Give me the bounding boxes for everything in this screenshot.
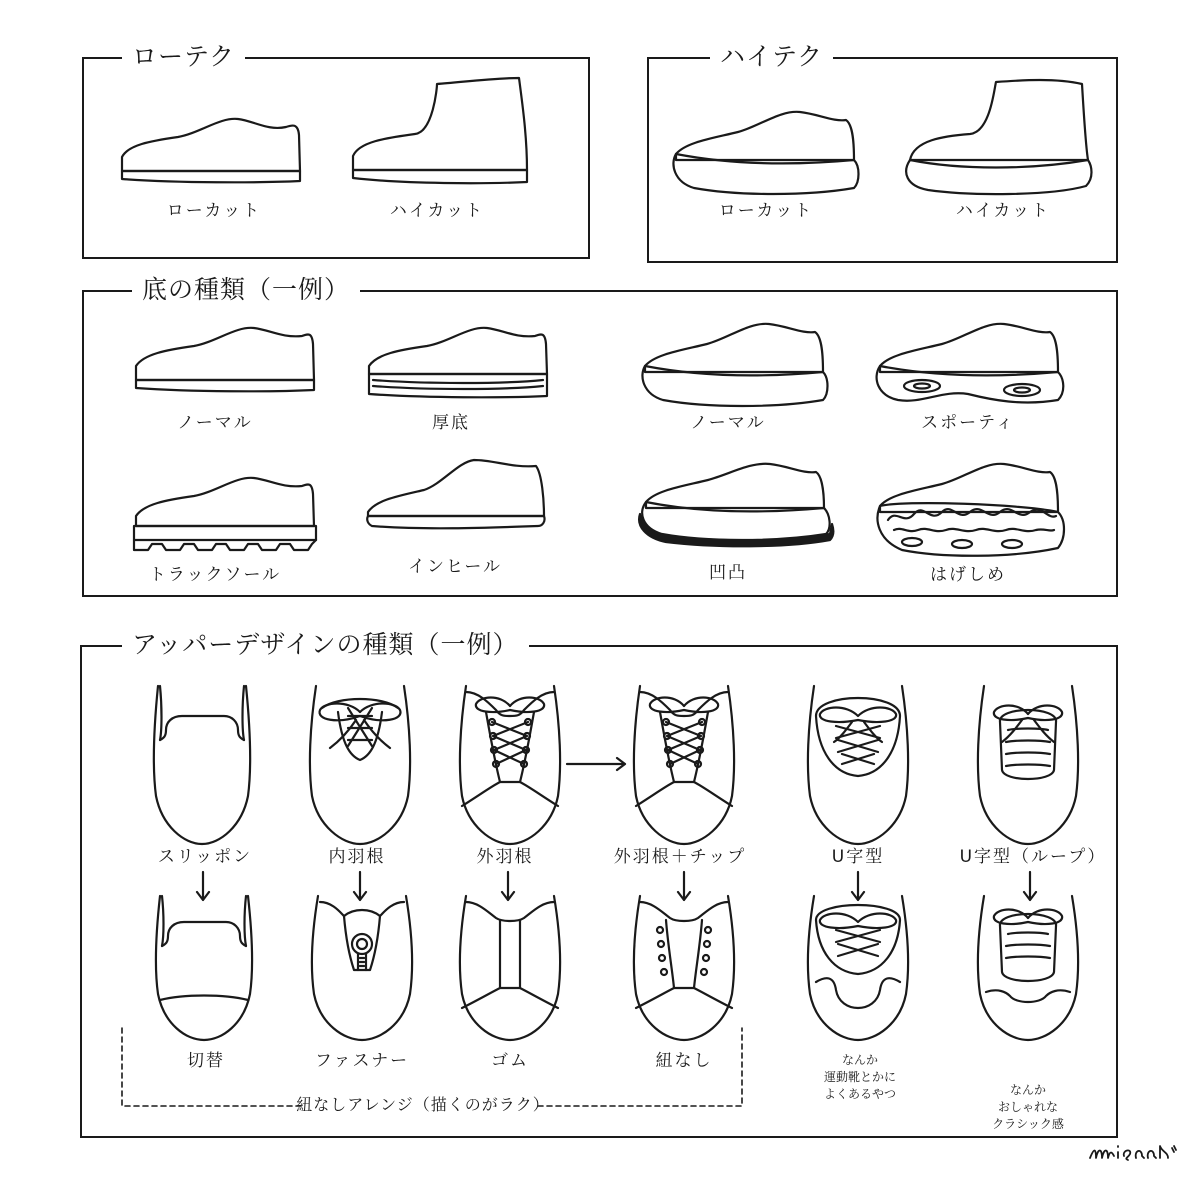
sole-intense-label: はげしめ bbox=[930, 565, 1006, 585]
u-type-loop-note: なんか おしゃれな クラシック感 bbox=[992, 1083, 1064, 1131]
upper-laceless-label: 紐なし bbox=[655, 1051, 713, 1071]
upper-slipon-label: スリッポン bbox=[157, 847, 253, 867]
upper-sotobane-label: 外羽根 bbox=[476, 847, 534, 867]
lowtech-lowcut-shoe bbox=[118, 115, 308, 190]
sole-normal-high-label: ノーマル bbox=[690, 413, 766, 433]
hightech-highcut-label: ハイカット bbox=[955, 201, 1051, 221]
laceless-arrange-label: 紐なしアレンジ（描くのがラク） bbox=[296, 1095, 550, 1114]
upper-sotobane-drawing bbox=[458, 686, 562, 846]
upper-sotobane-tip-label: 外羽根＋チップ bbox=[613, 847, 747, 867]
hightech-title: ハイテク bbox=[710, 42, 833, 72]
sole-sporty-shoe bbox=[872, 320, 1067, 410]
sole-track-shoe bbox=[128, 464, 323, 559]
sole-inheel-shoe bbox=[362, 460, 552, 540]
upper-switch-drawing bbox=[154, 896, 254, 1042]
arrow-sotobane-to-tip bbox=[565, 756, 629, 772]
lowtech-title: ローテク bbox=[122, 42, 245, 72]
hightech-lowcut-shoe bbox=[668, 108, 863, 200]
upper-rubber-drawing bbox=[458, 896, 562, 1042]
upper-zipper-drawing bbox=[310, 896, 414, 1042]
sole-bumpy-label: 凹凸 bbox=[709, 563, 747, 583]
upper-laceless-drawing bbox=[632, 896, 736, 1042]
upper-uchibane-label: 内羽根 bbox=[328, 847, 386, 867]
lowtech-lowcut-label: ローカット bbox=[166, 201, 262, 221]
lowtech-highcut-label: ハイカット bbox=[389, 201, 485, 221]
upper-u-type-label: U字型 bbox=[831, 847, 885, 867]
sole-track-label: トラックソール bbox=[148, 565, 282, 585]
upper-zipper-label: ファスナー bbox=[314, 1051, 410, 1071]
sole-platform-shoe bbox=[365, 322, 555, 402]
soles-title: 底の種類（一例） bbox=[132, 275, 360, 305]
sole-intense-shoe bbox=[872, 460, 1067, 560]
sole-normal-high-shoe bbox=[637, 320, 832, 410]
sole-normal-low-label: ノーマル bbox=[177, 413, 253, 433]
u-type-note: なんか 運動靴とかに よくあるやつ bbox=[823, 1053, 897, 1101]
hightech-highcut-shoe bbox=[900, 78, 1095, 200]
artist-signature bbox=[1088, 1138, 1178, 1164]
upper-rubber-label: ゴム bbox=[491, 1051, 529, 1071]
upper-slipon-drawing bbox=[152, 686, 252, 846]
upper-u-type-loop-drawing bbox=[976, 686, 1080, 846]
uppers-title: アッパーデザインの種類（一例） bbox=[122, 630, 529, 660]
upper-u-type-classic-drawing bbox=[976, 896, 1080, 1042]
upper-switch-label: 切替 bbox=[187, 1051, 225, 1071]
sole-inheel-label: インヒール bbox=[408, 557, 502, 577]
upper-u-type-loop-label: U字型（ループ） bbox=[959, 847, 1107, 867]
upper-u-type-sport-drawing bbox=[806, 896, 910, 1042]
upper-u-type-drawing bbox=[806, 686, 910, 846]
sole-sporty-label: スポーティ bbox=[921, 413, 1015, 433]
sole-platform-label: 厚底 bbox=[432, 413, 470, 433]
upper-sotobane-tip-drawing bbox=[632, 686, 736, 846]
hightech-lowcut-label: ローカット bbox=[718, 201, 814, 221]
sole-normal-low-shoe bbox=[132, 322, 322, 397]
upper-uchibane-drawing bbox=[308, 686, 412, 846]
sole-bumpy-shoe bbox=[636, 462, 836, 552]
lowtech-highcut-shoe bbox=[345, 78, 535, 190]
